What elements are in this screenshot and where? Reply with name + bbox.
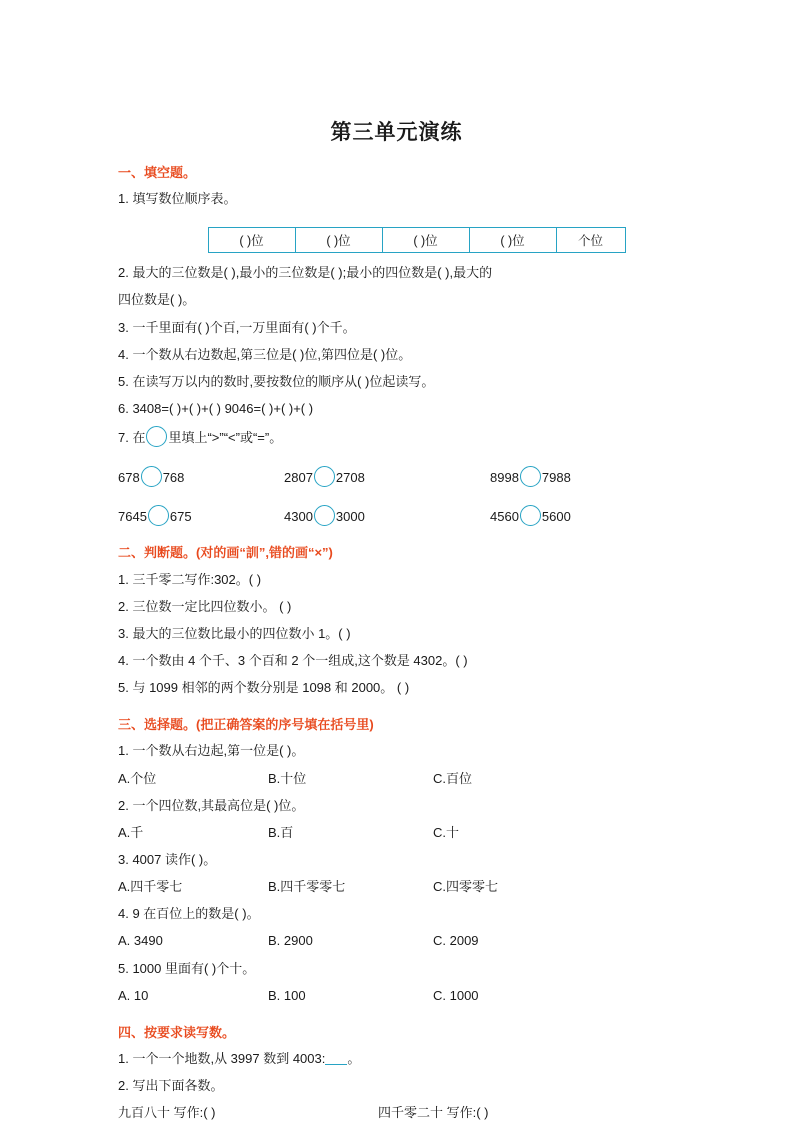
compare-circle-icon[interactable] (148, 505, 169, 526)
option-a[interactable]: A.四千零七 (118, 879, 183, 895)
section-heading-true-false: 二、判断题。(对的画“訓”,错的画“×”) (118, 545, 333, 561)
question-3-1: 1. 一个数从右边起,第一位是( )。 (118, 743, 305, 759)
compare-circle-icon[interactable] (314, 505, 335, 526)
question-4-2-items (118, 1103, 675, 1123)
place-value-cell-5: 个位 (556, 228, 625, 253)
compare-pair (284, 466, 490, 487)
options-3-1 (118, 769, 675, 789)
compare-circle-icon[interactable] (141, 466, 162, 487)
compare-right: 768 (162, 470, 185, 486)
section-heading-read-write: 四、按要求读写数。 (118, 1024, 236, 1040)
question-1-3: 3. 一千里面有( )个百,一万里面有( )个千。 (118, 319, 356, 335)
place-value-cell-3: ( )位 (382, 228, 469, 253)
write-number-2: 四千零二十 写作:( ) (378, 1105, 489, 1121)
compare-right: 7988 (541, 470, 571, 486)
question-1-1: 1. 填写数位顺序表。 (118, 191, 237, 207)
compare-pair (490, 466, 640, 487)
option-c[interactable]: C.十 (433, 824, 460, 840)
compare-right: 3000 (335, 509, 365, 525)
compare-left: 678 (118, 470, 140, 486)
question-2-5: 5. 与 1099 相邻的两个数分别是 1098 和 2000。 ( ) (118, 680, 410, 696)
question-1-6: 6. 3408=( )+( )+( ) 9046=( )+( )+( ) (118, 401, 314, 417)
compare-pair (284, 505, 490, 526)
place-value-cell-1: ( )位 (208, 228, 295, 253)
option-b[interactable]: B.百 (268, 824, 294, 840)
compare-left: 7645 (118, 509, 147, 525)
option-a[interactable]: A.个位 (118, 770, 157, 786)
question-2-3: 3. 最大的三位数比最小的四位数小 1。( ) (118, 625, 351, 641)
question-3-2: 2. 一个四位数,其最高位是( )位。 (118, 797, 305, 813)
option-b[interactable]: B. 2900 (268, 933, 313, 949)
page-title: 第三单元演练 (330, 121, 463, 144)
question-2-2: 2. 三位数一定比四位数小。 ( ) (118, 598, 292, 614)
question-1-4: 4. 一个数从右边数起,第三位是( )位,第四位是( )位。 (118, 346, 412, 362)
question-2-1: 1. 三千零二写作:302。( ) (118, 571, 262, 587)
compare-left: 4560 (490, 509, 519, 525)
compare-left: 2807 (284, 470, 313, 486)
question-1-5: 5. 在读写万以内的数时,要按数位的顺序从( )位起读写。 (118, 373, 435, 389)
option-c[interactable]: C. 1000 (433, 987, 479, 1003)
compare-circle-icon[interactable] (146, 426, 167, 447)
question-3-4: 4. 9 在百位上的数是( )。 (118, 906, 260, 922)
section-heading-fill-in-blanks: 一、填空题。 (118, 165, 197, 180)
compare-left: 4300 (284, 509, 313, 525)
question-4-1 (118, 1049, 675, 1069)
place-value-cell-4: ( )位 (469, 228, 556, 253)
question-4-1-suffix: 。 (347, 1050, 361, 1066)
compare-right: 5600 (541, 509, 571, 525)
write-number-1: 九百八十 写作:( ) (118, 1105, 216, 1121)
compare-right: 2708 (335, 470, 365, 486)
question-1-7-suffix: 里填上“>”“<”或“=”。 (168, 430, 283, 446)
compare-pair (490, 505, 640, 526)
compare-right: 675 (169, 509, 192, 525)
question-1-2: 2. 最大的三位数是( ),最小的三位数是( );最小的四位数是( ),最大的 (118, 265, 493, 281)
question-4-1-text: 1. 一个一个地数,从 3997 数到 4003: (118, 1050, 326, 1066)
options-3-2 (118, 823, 675, 843)
option-a[interactable]: A. 10 (118, 987, 149, 1003)
option-a[interactable]: A.千 (118, 824, 144, 840)
section-heading-multiple-choice: 三、选择题。(把正确答案的序号填在括号里) (118, 717, 374, 733)
question-1-2-cont: 四位数是( )。 (118, 292, 196, 308)
compare-circle-icon[interactable] (520, 505, 541, 526)
compare-circle-icon[interactable] (520, 466, 541, 487)
options-3-5 (118, 986, 675, 1006)
option-c[interactable]: C.四零零七 (433, 879, 499, 895)
table-row (208, 228, 625, 253)
question-1-7 (118, 426, 675, 448)
place-value-cell-2: ( )位 (295, 228, 382, 253)
option-a[interactable]: A. 3490 (118, 933, 163, 949)
compare-row-1 (118, 466, 675, 487)
compare-pair (118, 466, 284, 487)
place-value-table-wrapper (118, 227, 675, 253)
compare-pair (118, 505, 284, 526)
compare-circle-icon[interactable] (314, 466, 335, 487)
answer-blank[interactable] (325, 1052, 347, 1065)
question-3-5: 5. 1000 里面有( )个十。 (118, 960, 256, 976)
option-b[interactable]: B.十位 (268, 770, 307, 786)
compare-left: 8998 (490, 470, 519, 486)
option-b[interactable]: B. 100 (268, 987, 306, 1003)
option-b[interactable]: B.四千零零七 (268, 879, 346, 895)
options-3-3 (118, 877, 675, 897)
question-3-3: 3. 4007 读作( )。 (118, 851, 217, 867)
question-2-4: 4. 一个数由 4 个千、3 个百和 2 个一组成,这个数是 4302。( ) (118, 652, 468, 668)
question-1-7-prefix: 7. 在 (118, 430, 146, 446)
compare-row-2 (118, 505, 675, 526)
option-c[interactable]: C.百位 (433, 770, 473, 786)
question-4-2: 2. 写出下面各数。 (118, 1078, 224, 1094)
options-3-4 (118, 931, 675, 951)
place-value-table (208, 227, 626, 253)
option-c[interactable]: C. 2009 (433, 933, 479, 949)
